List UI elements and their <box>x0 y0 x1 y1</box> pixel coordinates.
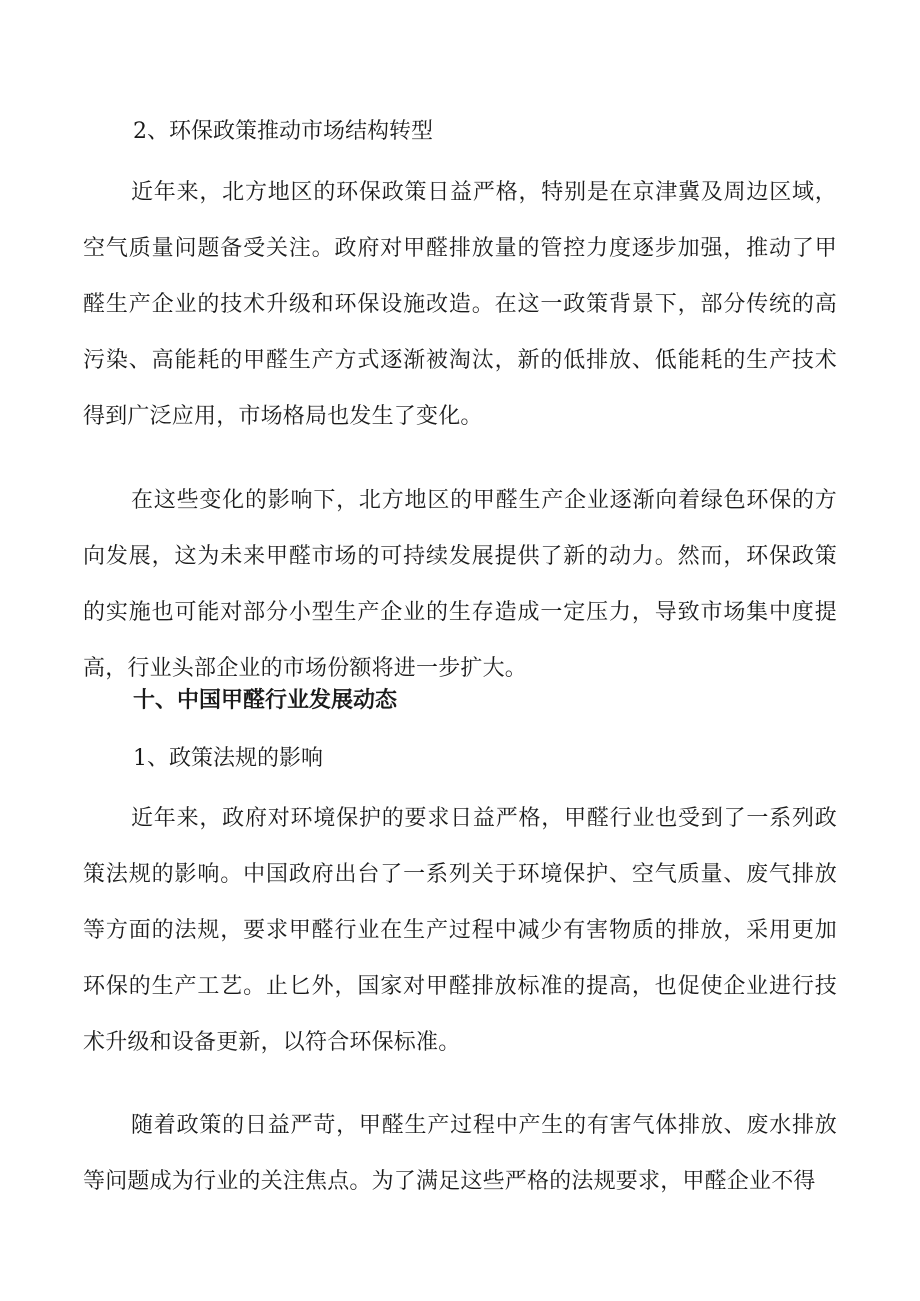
section-subheading: 1、政策法规的影响 <box>133 746 323 771</box>
body-paragraph: 在这些变化的影响下，北方地区的甲醛生产企业逐渐向着绿色环保的方向发展，这为未来甲醛市场的可持续发展提供了新的动力。然而，环保政策的实施也可能对部分小型生产企业的生存造成一定压力，导致市场集中度提高，行业头部企业的市场份额将进一步扩大。 <box>83 488 837 681</box>
body-paragraph: 近年来，北方地区的环保政策日益严格，特别是在京津冀及周边区域，空气质量问题备受关注。政府对甲醛排放量的管控力度逐步加强，推动了甲醛生产企业的技术升级和环保设施改造。在这一政策背景下，部分传统的高污染、高能耗的甲醛生产方式逐渐被淘汰，新的低排放、低能耗的生产技术得到广泛应用，市场格局也发生了变化。 <box>83 180 837 429</box>
chapter-heading: 十、中国甲醛行业发展动态 <box>133 687 398 713</box>
body-paragraph: 随着政策的日益严苛，甲醛生产过程中产生的有害气体排放、废水排放等问题成为行业的关注焦点。为了满足这些严格的法规要求，甲醛企业不得 <box>83 1113 837 1194</box>
section-subheading: 2、环保政策推动市场结构转型 <box>133 119 433 144</box>
body-paragraph: 近年来，政府对环境保护的要求日益严格，甲醛行业也受到了一系列政策法规的影响。中国政府出台了一系列关于环境保护、空气质量、废气排放等方面的法规，要求甲醛行业在生产过程中减少有害物质的排放，采用更加环保的生产工艺。止匕外，国家对甲醛排放标准的提高，也促使企业进行技术升级和设备更新，以符合环保标准。 <box>83 806 837 1055</box>
